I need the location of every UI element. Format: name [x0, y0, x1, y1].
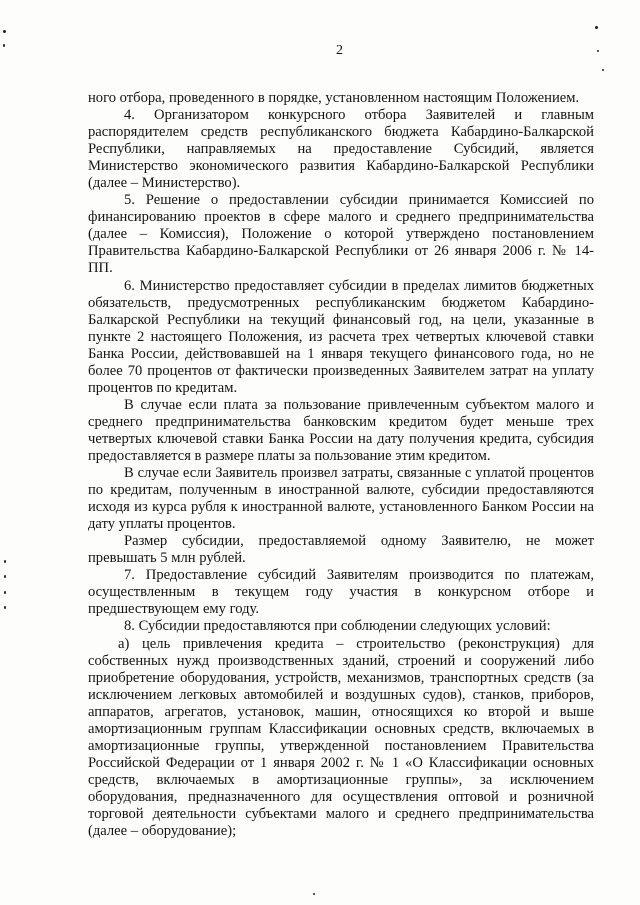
paragraph-item-6-foreign-currency: В случае если Заявитель произвел затраты, связанные с уплатой процентов по кредитам, полученным в иностранной валюте, субсидии предоставляются исходя из курса рубля к иностранной валюте, установленного Банком России на дату уплаты процентов. [88, 465, 594, 533]
scan-speck [597, 50, 599, 52]
scan-speck [3, 30, 6, 33]
paragraph-item-6: 6. Министерство предоставляет субсидии в пределах лимитов бюджетных обязательств, предусмотренных республиканским бюджетом Кабардино-Балкарской Республики на текущий финансовый год, на цели, указанные в пункте 2 настоящего Положения, из расчета трех четвертых ключевой ставки Банка России, действовавшей на 1 января текущего финансового года, но не более 70 процентов от фактически произведенных Заявителем затрат на уплату процентов по кредитам. [88, 277, 594, 396]
paragraph-continuation: ного отбора, проведенного в порядке, установленном настоящим Положением. [88, 90, 580, 106]
scan-speck [313, 893, 315, 895]
paragraph-item-4: 4. Организатором конкурсного отбора Заявителей и главным распорядителем средств республиканского бюджета Кабардино-Балкарской Республики, направляемых на предоставление Субсидий, является Министерство экономического развития Кабардино-Балкарской Республики (далее – Министерство). [88, 107, 594, 192]
paragraph-item-6-max-amount: Размер субсидии, предоставляемой одному Заявителю, не может превышать 5 млн рублей. [88, 533, 594, 567]
paragraph-item-6-credit-fee: В случае если плата за пользование привлеченным субъектом малого и среднего предпринимательства банковским кредитом будет меньше трех четвертых ключевой ставки Банка России на дату получения кредита, субсидия предоставляется в размере платы за пользование этим кредитом. [88, 396, 594, 464]
scan-speck [595, 26, 598, 29]
scan-speck [4, 560, 6, 563]
paragraph-item-8: 8. Субсидии предоставляются при соблюдении следующих условий: [124, 618, 551, 635]
paragraph-item-8a: а) цель привлечения кредита – строительство (реконструкция) для собственных нужд производственных зданий, строений и сооружений либо приобретение оборудования, устройств, механизмов, транспортных средств (за исключением легковых автомобилей и воздушных судов), станков, приборов, аппаратов, агрегатов, установок, машин, относящихся ко второй и выше амортизационным группам Классификации основных средств, включаемых в амортизационные группы, утвержденной постановлением Правительства Российской Федерации от 1 января 2002 г. № 1 «О Классификации основных средств, включаемых в амортизационные группы», за исключением оборудования, предназначенного для осуществления оптовой и розничной торговой деятельности субъектами малого и среднего предпринимательства (далее – оборудование); [88, 635, 594, 840]
paragraph-item-7: 7. Предоставление субсидий Заявителям производится по платежам, осуществленным в текущем году участия в конкурсном отборе и предшествующем ему году. [88, 567, 594, 618]
document-body [88, 90, 594, 840]
scan-speck [3, 44, 5, 47]
scan-speck [4, 591, 6, 594]
scan-speck [602, 69, 604, 71]
paragraph-item-5: 5. Решение о предоставлении субсидии принимается Комиссией по финансированию проектов в сфере малого и среднего предпринимательства (далее – Комиссия), Положение о которой утверждено постановлением Правительства Кабардино-Балкарской Республики от 26 января 2006 г. № 14-ПП. [88, 192, 594, 277]
page-number: 2 [336, 43, 343, 58]
scan-speck [4, 575, 6, 578]
scan-speck [4, 606, 6, 609]
